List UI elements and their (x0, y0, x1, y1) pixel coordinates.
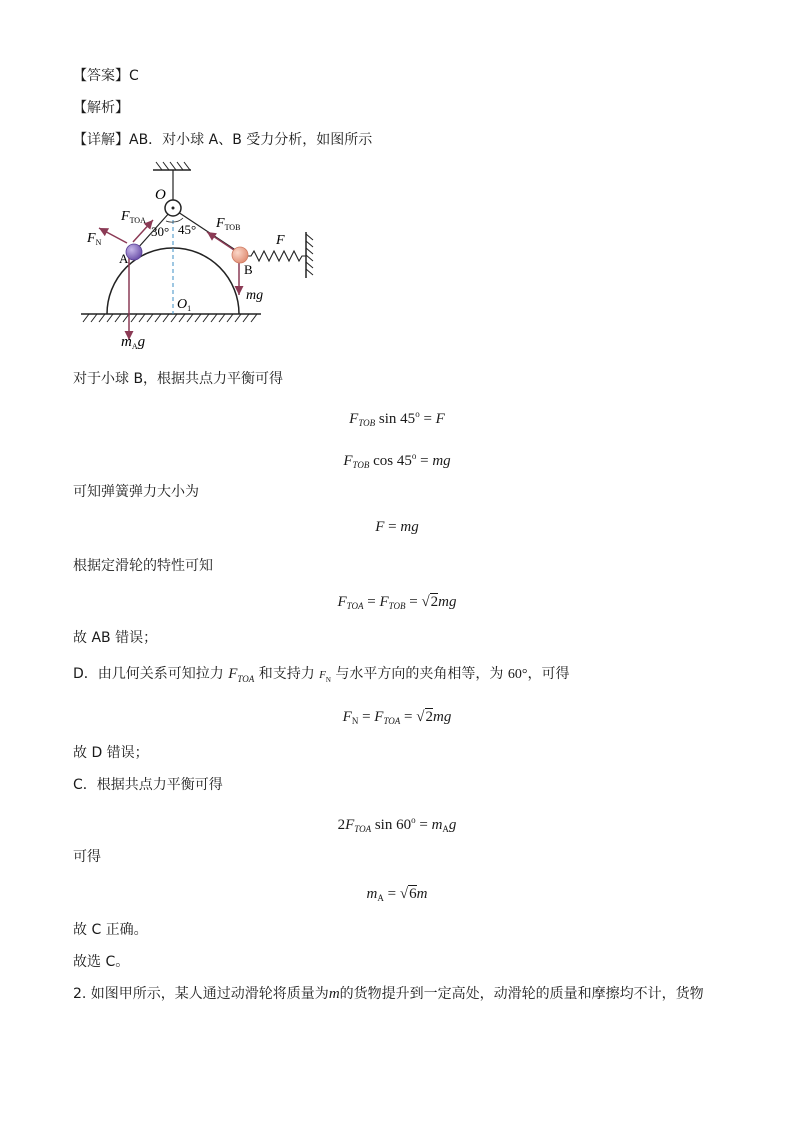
text-c-intro: C．根据共点力平衡可得 (73, 777, 223, 793)
ground (81, 314, 261, 322)
ceiling (153, 162, 191, 170)
spring (245, 251, 306, 261)
label-FTOB: $F_{TOB}$ (216, 216, 241, 232)
formula-1: $F_{TOB}$ $\sin 45^o = F$ (349, 409, 445, 428)
formula-2: $F_{TOB}$ $\cos 45^o$ = mg (343, 451, 451, 470)
answer-value: C (129, 68, 139, 84)
label-B: B (244, 262, 253, 277)
analysis-line (73, 98, 129, 118)
text-question-2: 2. 如图甲所示，某人通过动滑轮将质量为m的货物提升到一定高处，动滑轮的质量和摩擦均不计，货物 (73, 986, 704, 1002)
detail-text: AB．对小球 A、B 受力分析，如图所示 (129, 132, 373, 148)
label-FTOA: $F_{TOA}$ (121, 209, 146, 225)
pulley-axle (172, 207, 175, 210)
text-pulley: 根据定滑轮的特性可知 (73, 558, 213, 574)
force-diagram (73, 160, 323, 352)
text-d-wrong: 故 D 错误； (73, 745, 149, 761)
wall (306, 232, 313, 278)
angle-arc-30 (166, 221, 173, 222)
label-FN: $F_N$ (87, 231, 102, 247)
formula-6: $2F_{TOA}$ $\sin 60^o = m_Ag$ (337, 815, 457, 834)
label-A: A (119, 251, 129, 266)
text-choose: 故选 C。 (73, 954, 130, 970)
text-d-intro: D．由几何关系可知拉力 $F_{TOA}$ 和支持力 $F_N$ 与水平方向的夹角相等，为 60°，可得 (73, 666, 570, 684)
answer-bracket: 【答案】 (73, 68, 129, 84)
formula-5: $F_N = F_{TOA} = √2mg$ (342, 709, 452, 726)
arrow-FTOB (207, 232, 237, 252)
label-angle30: 30° (151, 224, 170, 239)
ball-B (232, 247, 248, 263)
ball-A (126, 244, 142, 260)
detail-bracket: 【详解】 (73, 132, 129, 148)
answer-line (73, 66, 139, 86)
label-mg: mg (246, 288, 264, 303)
label-angle45: 45° (178, 222, 197, 237)
text-c-correct: 故 C 正确。 (73, 922, 148, 938)
detail-line (73, 130, 372, 150)
label-F: F (276, 233, 285, 248)
text-ballB: 对于小球 B，根据共点力平衡可得 (73, 371, 284, 387)
text-ab-wrong: 故 AB 错误； (73, 630, 158, 646)
arrow-FN (99, 228, 127, 243)
label-O1: $O_1$ (177, 297, 192, 313)
formula-4: $F_{TOA} = F_{TOB} = √2mg$ (337, 594, 457, 611)
analysis-bracket: 【解析】 (73, 100, 129, 116)
formula-7: $m_A = √6m$ (366, 886, 428, 903)
label-mAg: $m_Ag$ (121, 334, 146, 351)
label-O: O (155, 187, 166, 203)
text-spring-force: 可知弹簧弹力大小为 (73, 484, 199, 500)
formula-3: F = mg (375, 519, 419, 535)
text-c-result: 可得 (73, 849, 101, 865)
